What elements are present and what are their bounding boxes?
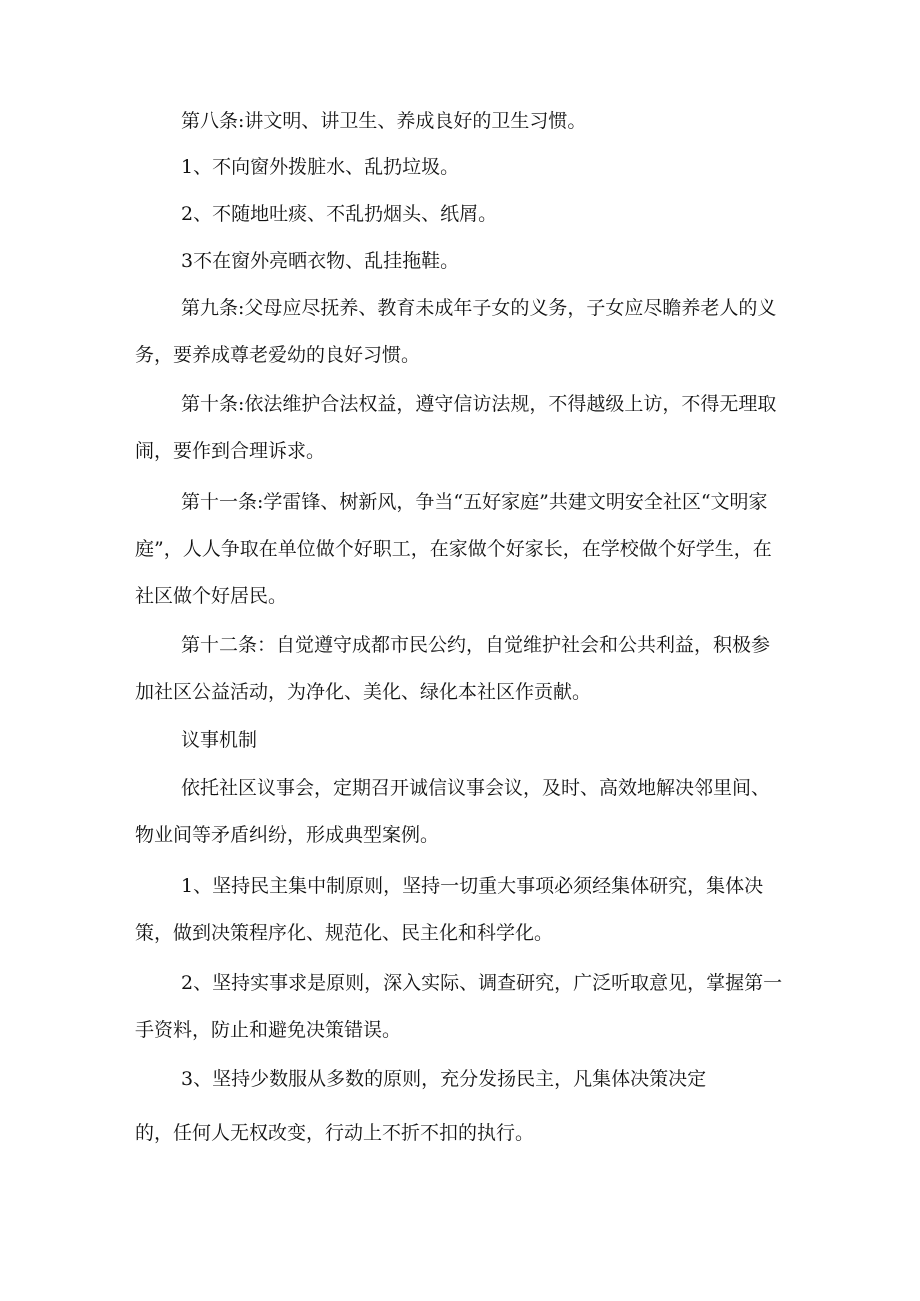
principle-3-line-2: 的，任何人无权改变，行动上不折不扣的执行。 [135, 1122, 535, 1144]
article-8-heading: 第八条:讲文明、讲卫生、养成良好的卫生习惯。 [181, 110, 587, 132]
article-9: 第九条:父母应尽抚养、教育未成年子女的义务，子女应尽瞻养老人的义务，要养成尊老爱幼的良好习惯。 [135, 297, 777, 366]
article-11: 第十一条:学雷锋、树新风，争当“五好家庭”共建文明安全社区“文明家庭”，人人争取在单位做个好职工，在家做个好家长，在学校做个好学生，在社区做个好居民。 [135, 491, 772, 607]
article-8-item-1: 1、不向窗外拨脏水、乱扔垃圾。 [181, 156, 460, 178]
principle-1: 1、坚持民主集中制原则，坚持一切重大事项必须经集体研究，集体决策，做到决策程序化、规范化、民主化和科学化。 [135, 875, 764, 944]
section-heading-deliberation: 议事机制 [181, 729, 258, 751]
article-10: 第十条:依法维护合法权益，遵守信访法规，不得越级上访，不得无理取闹，要作到合理诉求。 [135, 393, 777, 462]
article-8-item-2: 2、不随地吐痰、不乱扔烟头、纸屑。 [181, 203, 498, 225]
deliberation-intro: 依托社区议事会，定期召开诚信议事会议，及时、高效地解决邻里间、物业间等矛盾纠纷，形成典型案例。 [135, 777, 771, 846]
article-8-item-3: 3不在窗外亮晒衣物、乱挂拖鞋。 [181, 250, 460, 272]
article-12: 第十二条：自觉遵守成都市民公约，自觉维护社会和公共利益，积极参加社区公益活动，为净化、美化、绿化本社区作贡献。 [135, 634, 771, 703]
principle-3-line-1: 3、坚持少数服从多数的原则，充分发扬民主，凡集体决策决定 [181, 1068, 707, 1090]
principle-2: 2、坚持实事求是原则，深入实际、调查研究，广泛听取意见，掌握第一手资料，防止和避免决策错误。 [135, 972, 783, 1041]
